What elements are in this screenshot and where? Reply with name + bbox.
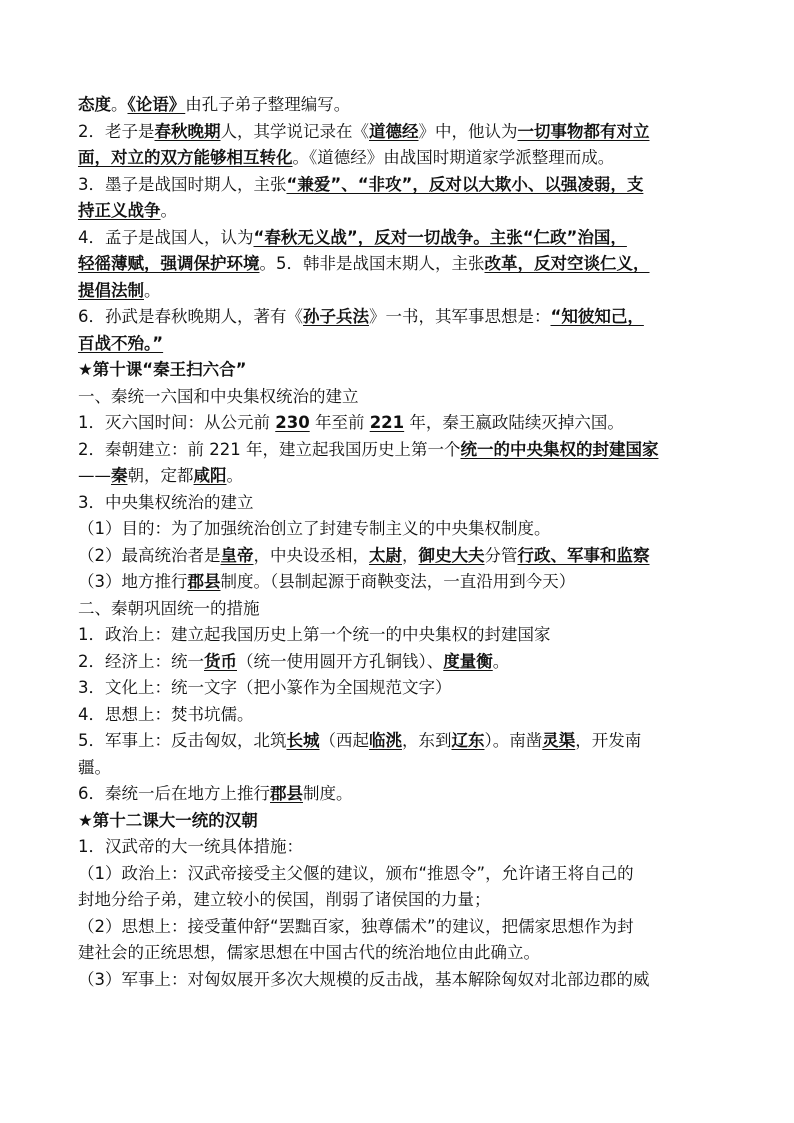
text-run: 6．秦统一后在地方上推行 xyxy=(78,784,270,803)
text-line xyxy=(78,940,726,967)
key-term: 咸阳 xyxy=(193,466,227,485)
text-run: ）。南凿 xyxy=(484,731,543,750)
lesson-heading: ★第十二课大一统的汉朝 xyxy=(78,810,258,830)
text-run: 。 xyxy=(111,95,128,114)
key-term: “知彼知己， xyxy=(550,307,644,326)
text-line xyxy=(78,463,726,490)
lesson-heading: ★第十课“秦王扫六合” xyxy=(78,360,247,379)
text-run: （1）目的：为了加强统治创立了封建专制主义的中央集权制度。 xyxy=(78,519,551,538)
text-run: 疆。 xyxy=(78,757,111,777)
text-run: ，东到 xyxy=(402,731,452,750)
text-run: 3．墨子是战国时期人，主张 xyxy=(78,174,287,194)
text-run: ，开发南 xyxy=(575,731,642,750)
text-line xyxy=(78,543,726,570)
key-term: 提倡法制 xyxy=(78,280,144,300)
text-run: 人，其学说记录在《 xyxy=(220,121,369,141)
text-run: 4．思想上：焚书坑儒。 xyxy=(78,704,254,724)
text-line xyxy=(78,569,726,596)
key-term: 孙子兵法 xyxy=(303,307,369,326)
text-line xyxy=(78,304,726,331)
text-line xyxy=(78,92,726,119)
text-line xyxy=(78,675,726,702)
key-term: 皇帝 xyxy=(220,545,254,565)
text-line xyxy=(78,967,726,994)
document-page xyxy=(78,92,726,993)
text-run: 分管 xyxy=(484,545,518,565)
text-line xyxy=(78,861,726,888)
text-run: 2．老子是 xyxy=(78,121,155,141)
text-run: ，中央设丞相， xyxy=(253,545,369,565)
key-term: 太尉 xyxy=(369,545,402,565)
key-term: 秦 xyxy=(111,466,128,485)
key-term: 长城 xyxy=(286,731,320,750)
text-line xyxy=(78,251,726,278)
text-line xyxy=(78,437,726,464)
text-line xyxy=(78,516,726,543)
text-run: 2．秦朝建立：前 221 年，建立起我国历史上第一个 xyxy=(78,439,461,459)
text-line xyxy=(78,808,726,835)
text-run: 封地分给子弟，建立较小的侯国，削弱了诸侯国的力量； xyxy=(78,890,491,909)
key-term: 春秋晚期 xyxy=(154,121,221,141)
key-term: 行政、军事和监察 xyxy=(517,545,650,565)
text-run: 年，秦王嬴政陆续灭掉六国。 xyxy=(404,413,624,432)
text-run: 5．军事上：反击匈奴，北筑 xyxy=(78,731,287,750)
text-run: 。 xyxy=(144,280,161,300)
text-line xyxy=(78,834,726,861)
text-run: 1．灭六国时间：从公元前 xyxy=(78,413,276,432)
text-run: 年至前 xyxy=(309,413,370,432)
text-run: （3）军事上：对匈奴展开多次大规模的反击战，基本解除匈奴对北部边郡的威 xyxy=(78,969,650,989)
text-run: 2．经济上：统一 xyxy=(78,651,204,671)
key-term: 百战不殆。” xyxy=(78,333,164,353)
key-term: 《论语》 xyxy=(127,95,186,114)
text-line xyxy=(78,198,726,225)
text-line xyxy=(78,887,726,914)
text-line xyxy=(78,145,726,172)
text-line xyxy=(78,622,726,649)
text-run: 。 xyxy=(226,466,243,485)
key-term: 郡县 xyxy=(187,572,221,591)
text-run: 二、秦朝巩固统一的措施 xyxy=(78,598,260,618)
text-run: （1）政治上：汉武帝接受主父偃的建议，颁布“推恩令”，允许诸王将自己的 xyxy=(78,863,634,883)
text-line xyxy=(78,119,726,146)
key-term: 一切事物都有对立 xyxy=(517,121,650,141)
key-term: 230 xyxy=(275,413,310,432)
key-term: 轻徭薄赋，强调保护环境 xyxy=(78,254,260,273)
text-run: —— xyxy=(78,466,111,485)
text-line xyxy=(78,357,726,384)
key-term: 统一的中央集权的封建国家 xyxy=(460,439,659,459)
text-run: （西起 xyxy=(319,731,369,750)
text-run: （2）最高统治者是 xyxy=(78,545,221,565)
text-line xyxy=(78,649,726,676)
text-run: 1．政治上：建立起我国历史上第一个统一的中央集权的封建国家 xyxy=(78,625,551,644)
text-run: 。 xyxy=(160,201,177,220)
text-run: 1．汉武帝的大一统具体措施： xyxy=(78,837,303,856)
text-line xyxy=(78,172,726,199)
text-line xyxy=(78,410,726,437)
text-run: ， xyxy=(402,545,419,565)
key-term: “春秋无义战”，反对一切战争。主张“仁政”治国， xyxy=(253,227,627,247)
text-line xyxy=(78,914,726,941)
key-term: 御史大夫 xyxy=(418,545,485,565)
text-run: 6．孙武是春秋晚期人，著有《 xyxy=(78,307,303,326)
text-line xyxy=(78,384,726,411)
text-run: 》中，他认为 xyxy=(418,121,518,141)
text-line xyxy=(78,225,726,252)
key-term: 灵渠 xyxy=(542,731,576,750)
key-term: 临洮 xyxy=(369,731,402,750)
text-line xyxy=(78,755,726,782)
key-term: 道德经 xyxy=(369,121,419,141)
text-run: 建社会的正统思想，儒家思想在中国古代的统治地位由此确立。 xyxy=(78,943,540,962)
text-run: 4．孟子是战国人，认为 xyxy=(78,227,254,247)
text-run: 态度 xyxy=(78,95,111,114)
text-run: 由孔子弟子整理编写。 xyxy=(185,95,351,114)
text-run: （2）思想上：接受董仲舒“罢黜百家，独尊儒术”的建议，把儒家思想作为封 xyxy=(78,916,634,936)
key-term: 度量衡 xyxy=(443,651,493,671)
text-run: 。《道德经》由战国时期道家学派整理而成。 xyxy=(292,148,615,167)
key-term: 221 xyxy=(369,413,405,432)
text-run: 》一书，其军事思想是： xyxy=(369,307,551,326)
text-run: 制度。 xyxy=(303,784,353,803)
key-term: “兼爱”、“非攻”，反对以大欺小、以强凌弱，支 xyxy=(286,174,644,194)
text-line xyxy=(78,278,726,305)
key-term: 辽东 xyxy=(451,731,485,750)
text-run: 一、秦统一六国和中央集权统治的建立 xyxy=(78,386,359,406)
key-term: 改革，反对空谈仁义， xyxy=(484,254,650,273)
text-run: （统一使用圆开方孔铜钱）、 xyxy=(237,651,444,671)
text-line xyxy=(78,596,726,623)
text-run: 3．文化上：统一文字（把小篆作为全国规范文字） xyxy=(78,678,452,697)
text-run: 制度。（县制起源于商鞅变法，一直沿用到今天） xyxy=(220,572,576,591)
key-term: 货币 xyxy=(204,651,237,671)
text-run: 。 xyxy=(492,651,510,671)
text-line xyxy=(78,331,726,358)
text-line xyxy=(78,728,726,755)
text-run: 。5．韩非是战国末期人，主张 xyxy=(259,254,485,273)
text-run: 3．中央集权统治的建立 xyxy=(78,492,254,512)
text-run: （3）地方推行 xyxy=(78,572,188,591)
key-term: 面，对立的双方能够相互转化 xyxy=(78,148,293,167)
text-run: 朝，定都 xyxy=(127,466,194,485)
key-term: 郡县 xyxy=(270,784,303,803)
text-line xyxy=(78,490,726,517)
text-line xyxy=(78,702,726,729)
text-line xyxy=(78,781,726,808)
key-term: 持正义战争 xyxy=(78,201,161,220)
